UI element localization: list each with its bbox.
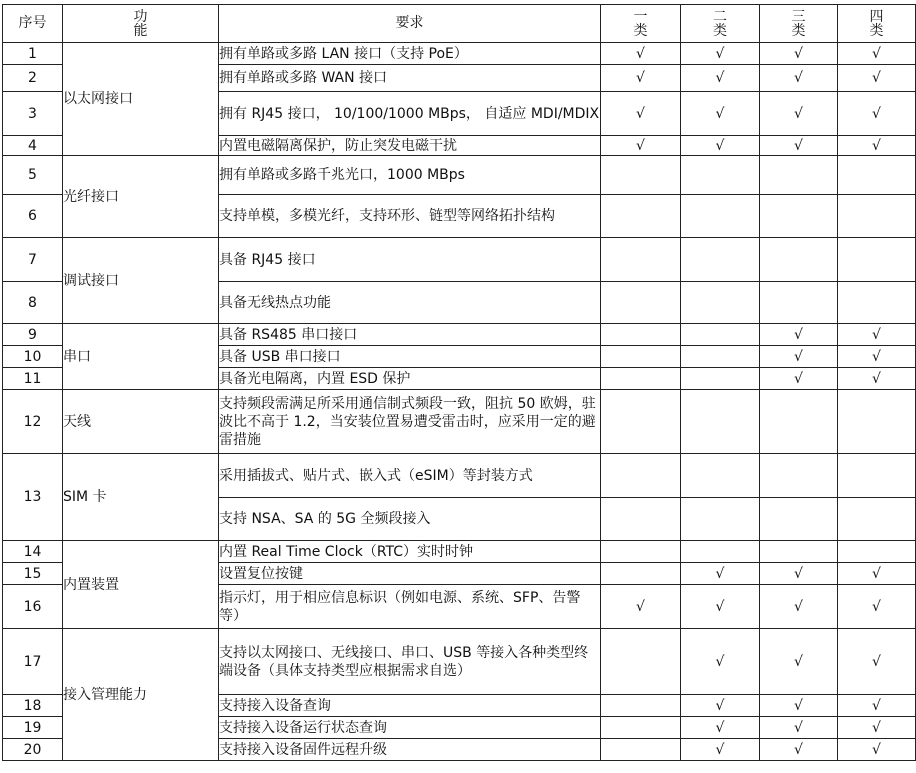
check-mark-icon: √ [715,45,725,62]
check-mark-icon: √ [872,370,881,387]
row-function: 调试接口 [63,238,219,324]
class-3-cell [760,195,838,238]
row-function: SIM 卡 [63,454,219,541]
row-requirement: 拥有单路或多路 LAN 接口（支持 PoE） [219,43,601,65]
class-1-cell [601,195,681,238]
row-seq: 12 [3,390,63,454]
table-row [3,390,916,454]
class-3-cell [760,43,838,65]
row-requirement: 具备 RJ45 接口 [219,238,601,282]
class-3-cell [760,136,838,156]
class-3-cell [760,629,838,695]
class-1-cell [601,717,681,739]
check-mark-icon: √ [794,565,803,582]
class-4-cell [838,65,916,92]
class-4-cell [838,238,916,282]
row-requirement: 具备光电隔离，内置 ESD 保护 [219,368,601,390]
class-3-cell [760,65,838,92]
header-function [63,5,219,43]
row-seq: 10 [3,346,63,368]
row-function: 内置装置 [63,541,219,629]
class-3-cell [760,92,838,136]
class-4-cell [838,92,916,136]
check-mark-icon: √ [794,370,803,387]
class-4-cell [838,498,916,541]
class-1-cell [601,324,681,346]
class-2-cell [681,156,760,195]
row-seq: 5 [3,156,63,195]
header-function-text: 功 能 [133,8,148,39]
class-4-cell [838,324,916,346]
class-4-cell [838,346,916,368]
class-2-cell [681,346,760,368]
check-mark-icon: √ [715,653,725,670]
class-3-cell [760,390,838,454]
row-seq: 14 [3,541,63,563]
table-row [3,324,916,346]
class-4-cell [838,585,916,629]
check-mark-icon: √ [715,719,725,736]
row-requirement: 设置复位按键 [219,563,601,585]
class-3-cell [760,717,838,739]
class-4-cell [838,195,916,238]
header-requirement: 要求 [219,5,601,43]
check-mark-icon: √ [872,105,881,122]
check-mark-icon: √ [715,697,725,714]
class-2-cell [681,65,760,92]
class-3-cell [760,498,838,541]
table-row [3,43,916,65]
class-3-cell [760,695,838,717]
row-seq: 17 [3,629,63,695]
check-mark-icon: √ [715,598,725,615]
row-requirement: 拥有单路或多路 WAN 接口 [219,65,601,92]
table-row [3,629,916,695]
row-requirement: 支持 NSA、SA 的 5G 全频段接入 [219,498,601,541]
class-4-cell [838,390,916,454]
class-3-cell [760,454,838,498]
class-2-cell [681,282,760,324]
row-seq: 8 [3,282,63,324]
class-4-cell [838,368,916,390]
row-seq: 9 [3,324,63,346]
row-requirement: 内置 Real Time Clock（RTC）实时时钟 [219,541,601,563]
class-3-cell [760,585,838,629]
check-mark-icon: √ [872,565,881,582]
row-seq: 11 [3,368,63,390]
class-4-cell [838,156,916,195]
class-1-cell [601,282,681,324]
class-3-cell [760,156,838,195]
header-class-2 [681,5,760,43]
class-2-cell [681,238,760,282]
class-2-cell [681,629,760,695]
row-requirement: 拥有单路或多路千兆光口，1000 MBps [219,156,601,195]
class-3-cell [760,541,838,563]
check-mark-icon: √ [794,719,803,736]
header-seq: 序号 [3,5,63,43]
check-mark-icon: √ [794,137,803,154]
row-requirement: 具备无线热点功能 [219,282,601,324]
class-1-cell [601,136,681,156]
row-seq: 18 [3,695,63,717]
class-1-cell [601,346,681,368]
row-seq: 19 [3,717,63,739]
row-requirement: 支持接入设备查询 [219,695,601,717]
table-row [3,238,916,282]
class-2-cell [681,195,760,238]
row-seq: 7 [3,238,63,282]
check-mark-icon: √ [794,741,803,758]
class-1-cell [601,65,681,92]
class-4-cell [838,282,916,324]
check-mark-icon: √ [872,70,881,86]
table-row [3,454,916,498]
class-4-cell [838,136,916,156]
row-requirement: 支持接入设备固件远程升级 [219,739,601,761]
row-function: 串口 [63,324,219,390]
row-seq: 2 [3,65,63,92]
row-function: 光纤接口 [63,156,219,238]
class-1-cell [601,739,681,761]
check-mark-icon: √ [715,565,725,582]
row-seq: 16 [3,585,63,629]
class-1-cell [601,498,681,541]
check-mark-icon: √ [872,741,881,758]
class-2-cell [681,390,760,454]
class-4-cell [838,695,916,717]
check-mark-icon: √ [872,719,881,736]
class-2-cell [681,498,760,541]
header-class-1-text: 一 类 [633,8,648,39]
check-mark-icon: √ [636,105,645,122]
class-3-cell [760,563,838,585]
check-mark-icon: √ [715,70,725,86]
class-1-cell [601,92,681,136]
check-mark-icon: √ [872,598,881,615]
check-mark-icon: √ [872,348,881,365]
class-1-cell [601,156,681,195]
table-header [3,5,916,43]
class-2-cell [681,739,760,761]
row-requirement: 支持接入设备运行状态查询 [219,717,601,739]
header-class-3 [760,5,838,43]
row-seq: 15 [3,563,63,585]
row-seq: 3 [3,92,63,136]
class-4-cell [838,629,916,695]
class-3-cell [760,346,838,368]
check-mark-icon: √ [794,653,803,670]
class-4-cell [838,563,916,585]
class-1-cell [601,695,681,717]
class-1-cell [601,454,681,498]
row-seq: 13 [3,454,63,541]
class-4-cell [838,717,916,739]
class-3-cell [760,282,838,324]
row-seq: 1 [3,43,63,65]
check-mark-icon: √ [872,326,881,343]
class-1-cell [601,629,681,695]
check-mark-icon: √ [794,105,803,122]
row-requirement: 具备 RS485 串口接口 [219,324,601,346]
check-mark-icon: √ [636,598,645,615]
class-1-cell [601,541,681,563]
header-class-1 [601,5,681,43]
row-seq: 6 [3,195,63,238]
row-requirement: 拥有 RJ45 接口， 10/100/1000 MBps， 自适应 MDI/MDIX [219,92,601,136]
class-2-cell [681,43,760,65]
row-requirement: 指示灯，用于相应信息标识（例如电源、系统、SFP、告警等） [219,585,601,629]
class-4-cell [838,739,916,761]
class-2-cell [681,324,760,346]
row-requirement: 支持单模，多模光纤，支持环形、链型等网络拓扑结构 [219,195,601,238]
check-mark-icon: √ [636,45,645,62]
header-class-4-text: 四 类 [869,8,884,39]
check-mark-icon: √ [715,105,725,122]
class-4-cell [838,43,916,65]
header-class-3-text: 三 类 [791,8,806,39]
class-2-cell [681,541,760,563]
check-mark-icon: √ [636,70,645,86]
class-3-cell [760,238,838,282]
row-requirement: 支持频段需满足所采用通信制式频段一致，阻抗 50 欧姆，驻波比不高于 1.2，当安装位置易遭受雷击时，应采用一定的避雷措施 [219,390,601,454]
check-mark-icon: √ [715,137,725,154]
check-mark-icon: √ [636,137,645,154]
check-mark-icon: √ [872,697,881,714]
check-mark-icon: √ [872,653,881,670]
header-class-2-text: 二 类 [713,8,727,39]
row-seq: 20 [3,739,63,761]
row-requirement: 采用插拔式、贴片式、嵌入式（eSIM）等封装方式 [219,454,601,498]
class-4-cell [838,541,916,563]
class-2-cell [681,585,760,629]
class-3-cell [760,324,838,346]
class-2-cell [681,563,760,585]
row-function: 天线 [63,390,219,454]
check-mark-icon: √ [794,598,803,615]
class-1-cell [601,238,681,282]
requirements-table [2,4,916,761]
row-requirement: 具备 USB 串口接口 [219,346,601,368]
check-mark-icon: √ [794,70,803,86]
check-mark-icon: √ [794,697,803,714]
check-mark-icon: √ [872,45,881,62]
table-row [3,541,916,563]
check-mark-icon: √ [715,741,725,758]
check-mark-icon: √ [794,348,803,365]
row-requirement: 内置电磁隔离保护，防止突发电磁干扰 [219,136,601,156]
class-2-cell [681,695,760,717]
row-function: 接入管理能力 [63,629,219,761]
class-2-cell [681,368,760,390]
class-2-cell [681,136,760,156]
check-mark-icon: √ [794,326,803,343]
class-3-cell [760,739,838,761]
check-mark-icon: √ [872,137,881,154]
class-4-cell [838,454,916,498]
row-seq: 4 [3,136,63,156]
class-1-cell [601,563,681,585]
class-1-cell [601,585,681,629]
class-1-cell [601,43,681,65]
check-mark-icon: √ [794,45,803,62]
class-1-cell [601,368,681,390]
class-1-cell [601,390,681,454]
table-row [3,156,916,195]
table-body [3,43,916,761]
class-2-cell [681,454,760,498]
class-2-cell [681,717,760,739]
header-class-4 [838,5,916,43]
class-2-cell [681,92,760,136]
row-requirement: 支持以太网接口、无线接口、串口、USB 等接入各种类型终端设备（具体支持类型应根据需求自选） [219,629,601,695]
class-3-cell [760,368,838,390]
row-function: 以太网接口 [63,43,219,156]
